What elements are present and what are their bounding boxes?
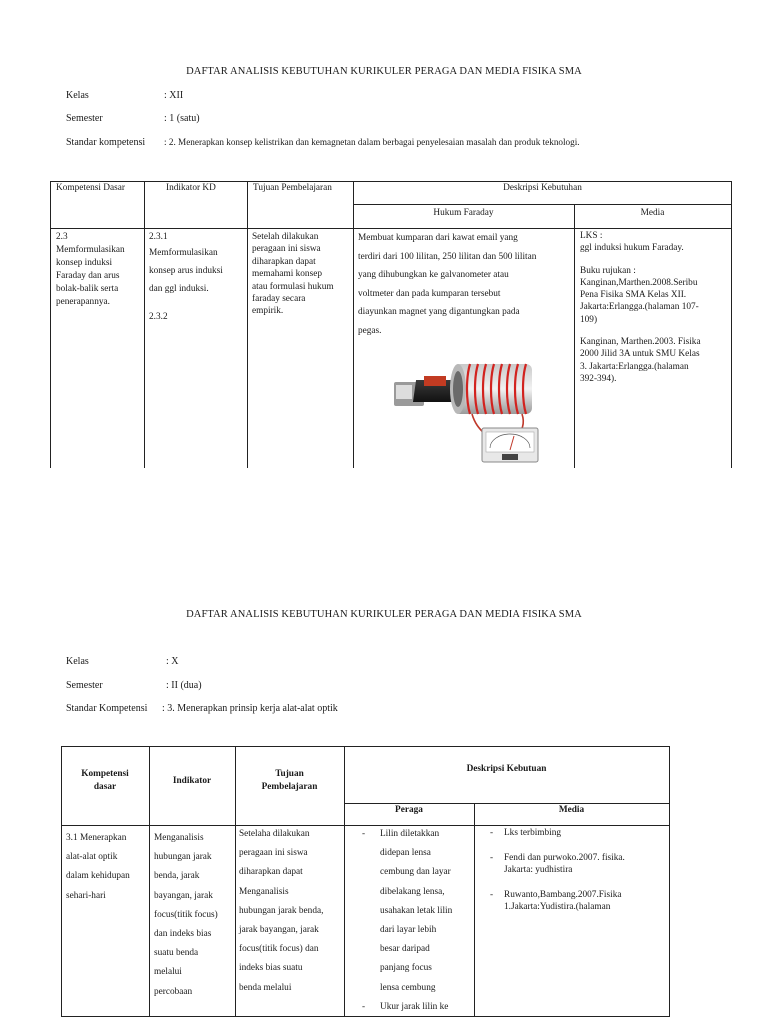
lks-text: ggl induksi hukum Faraday. — [580, 243, 684, 254]
t1-header-kompetensi: Kompetensi Dasar — [56, 183, 125, 193]
t2-header-kompetensi: Kompetensi dasar — [81, 769, 129, 792]
galvanometer-icon — [482, 428, 538, 462]
kelas-label: Kelas — [66, 90, 89, 101]
coil-icon — [450, 364, 532, 414]
t2-header-tujuan: Tujuan Pembelajaran — [261, 769, 318, 792]
peraga-step-1: - Lilin diletakkan didepan lensa cembung dan layar dibelakang lensa, usahakan letak lilin dari layar lebih besar daripad panjang focus lensa cembung — [362, 829, 453, 993]
t1-header-tujuan: Tujuan Pembelajaran — [253, 183, 332, 193]
section2-title: DAFTAR ANALISIS KEBUTUHAN KURIKULER PERAGA DAN MEDIA FISIKA SMA — [186, 609, 582, 620]
t2-media — [490, 827, 668, 914]
t2-header-peraga: Peraga — [395, 805, 423, 815]
media-item-2: - Fendi dan purwoko.2007. fisika. Jakarta: yudhistira — [490, 852, 625, 875]
t2-header-indikator: Indikator — [172, 776, 212, 786]
t2-header-media: Media — [558, 805, 585, 815]
semester-value: : 1 (satu) — [164, 113, 200, 124]
t2-header-deskripsi: Deskripsi Kebutuan — [466, 764, 547, 774]
lks-label: LKS : — [580, 231, 603, 241]
buku-rujukan-label: Buku rujukan — [580, 265, 631, 276]
t1-header-media: Media — [640, 208, 665, 218]
t1-header-indikator: Indikator KD — [166, 183, 216, 193]
semester2-value: : II (dua) — [166, 680, 202, 691]
standar2-value: : 3. Menerapkan prinsip kerja alat-alat optik — [162, 703, 338, 714]
t2-tujuan: Setelaha dilakukan peragaan ini siswa diharapkan dapat Menganalisis hubungan jarak benda, jarak bayangan, jarak focus(titik focus) dan indeks bias suatu benda melalui — [239, 829, 324, 993]
faraday-coil-galvanometer-illustration — [392, 352, 552, 464]
semester2-label: Semester — [66, 680, 103, 691]
media-item-1: - Lks terbimbing — [490, 828, 562, 838]
media-item-3: - Ruwanto,Bambang.2007.Fisika 1.Jakarta:Yudistira.(halaman — [490, 889, 622, 912]
kelas2-label: Kelas — [66, 656, 89, 667]
standar-value: : 2. Menerapkan konsep kelistrikan dan kemagnetan dalam berbagai penyelesaian masalah dan produk teknologi. — [164, 137, 580, 147]
bar-magnet-icon — [394, 376, 456, 406]
t2-kompetensi-dasar: 3.1 Menerapkan alat-alat optik dalam kehidupan sehari-hari — [66, 833, 130, 901]
kelas2-value: : X — [166, 656, 179, 667]
semester-label: Semester — [66, 113, 103, 124]
peraga-step-2: - Ukur jarak lilin ke — [362, 1001, 449, 1012]
standar-label: Standar kompetensi — [66, 137, 146, 148]
t1-tujuan: Setelah dilakukan peragaan ini siswa diharapkan dapat memahami konsep atau formulasi hukum faraday secara empirik. — [252, 232, 334, 317]
t1-kompetensi-dasar: 2.3 Memformulasikan konsep induksi Faraday dan arus bolak-balik serta penerapannya. — [56, 232, 125, 307]
standar2-label: Standar Kompetensi — [66, 703, 148, 714]
kelas-value: : XII — [164, 90, 184, 101]
t1-header-hukum-faraday: Hukum Faraday — [433, 208, 494, 218]
t2-indikator: Menganalisis hubungan jarak benda, jarak bayangan, jarak focus(titik focus) dan indeks bias suatu benda melalui percobaan — [154, 833, 218, 997]
t1-hukum-faraday-text: Membuat kumparan dari kawat email yang terdiri dari 100 lilitan, 250 lilitan dan 500 lilitan yang dihubungkan ke galvanometer atau voltmeter dan pada kumparan tersebut diayunkan magnet yang digantungkan pada pegas. — [358, 233, 537, 336]
t2-peraga — [364, 825, 472, 1017]
section1-title: DAFTAR ANALISIS KEBUTUHAN KURIKULER PERAGA DAN MEDIA FISIKA SMA — [186, 66, 582, 77]
t1-media: LKS : ggl induksi hukum Faraday. Buku rujukan : Kanginan,Marthen.2008.Seribu Pena Fisika SMA Kelas XII. Jakarta:Erlangga.(halaman 107- 109) Kanginan, Marthen.2003. Fisika 2000 Jilid 3A untuk SMU Kelas 3. Jakarta:Erlangga.(halaman 392-394). — [580, 231, 701, 384]
t1-header-deskripsi: Deskripsi Kebutuhan — [503, 183, 582, 193]
t1-indikator: 2.3.1 Memformulasikan konsep arus induksi dan ggl induksi. 2.3.2 — [149, 232, 223, 322]
